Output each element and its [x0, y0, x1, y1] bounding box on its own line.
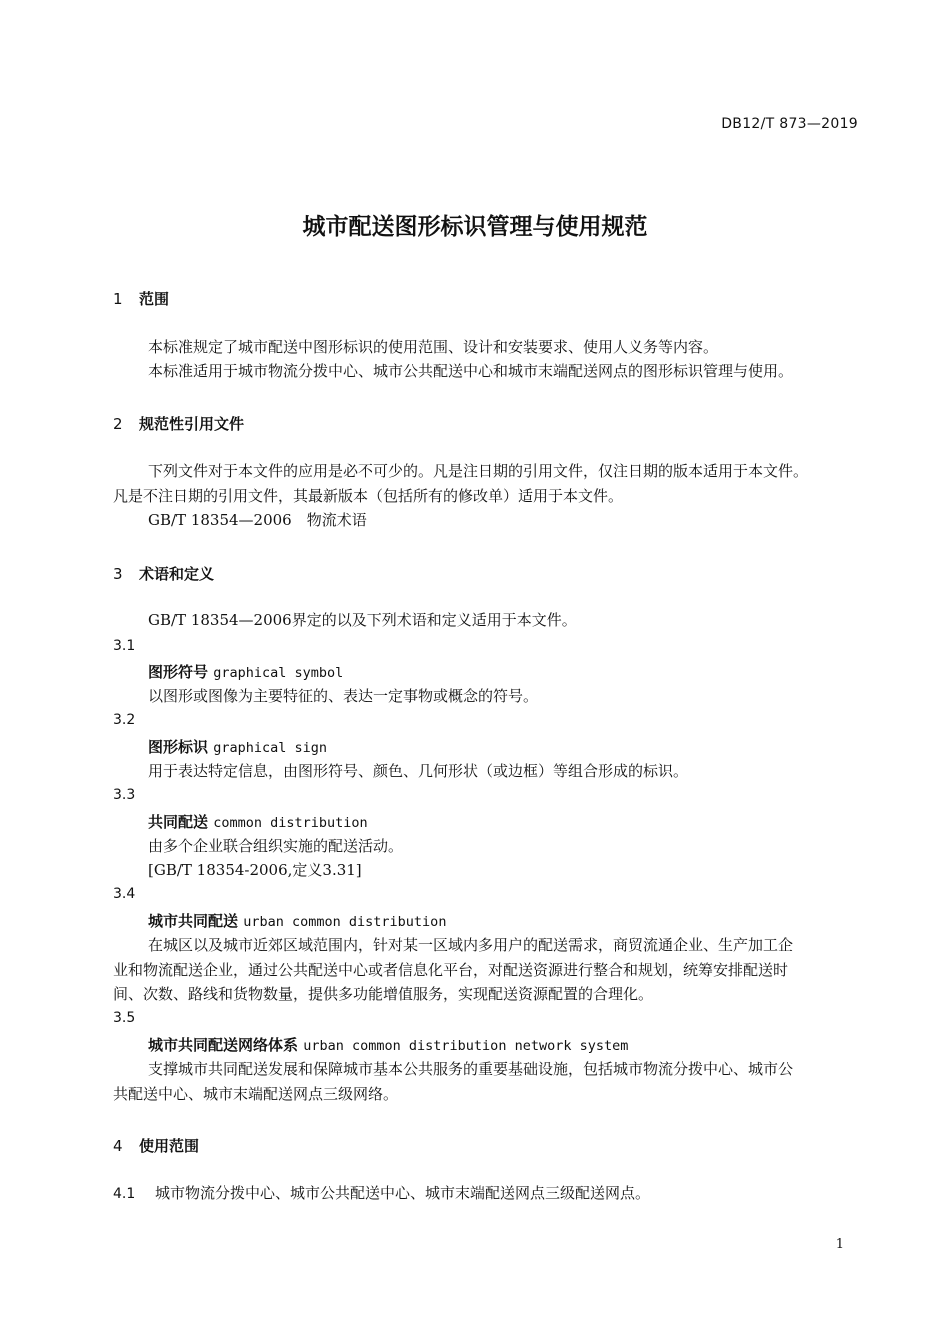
- section-1-paragraph-2: 本标准适用于城市物流分拨中心、城市公共配送中心和城市末端配送网点的图形标识管理与使用。: [148, 362, 794, 380]
- term-number: 3.5: [113, 1010, 136, 1026]
- term-cn: 图形符号: [148, 663, 209, 681]
- section-number: 3: [113, 565, 123, 583]
- subsection-number: 4.1: [113, 1186, 136, 1202]
- normative-reference: GB/T 18354—2006 物流术语: [148, 511, 367, 529]
- document-title: 城市配送图形标识管理与使用规范: [302, 214, 648, 240]
- term-number: 3.3: [113, 787, 136, 803]
- term-definition-line-2: 共配送中心、城市末端配送网点三级网络。: [113, 1085, 399, 1103]
- term-number: 3.4: [113, 886, 136, 902]
- term-cn: 图形标识: [148, 738, 209, 756]
- term-en: graphical symbol: [213, 665, 344, 681]
- term-heading: [148, 736, 327, 757]
- section-number: 2: [113, 415, 123, 433]
- term-cn: 城市共同配送: [148, 912, 239, 930]
- section-1-paragraph-1: 本标准规定了城市配送中图形标识的使用范围、设计和安装要求、使用人义务等内容。: [148, 338, 719, 356]
- term-definition-line-1: 支撑城市共同配送发展和保障城市基本公共服务的重要基础设施，包括城市物流分拨中心、城市公: [148, 1060, 794, 1078]
- term-definition-line-2: 业和物流配送企业，通过公共配送中心或者信息化平台，对配送资源进行整合和规划，统筹安排配送时: [113, 961, 789, 979]
- section-number: 1: [113, 290, 123, 308]
- term-en: common distribution: [213, 815, 368, 831]
- page-number: 1: [835, 1237, 844, 1252]
- term-en: urban common distribution network system: [303, 1038, 629, 1054]
- term-definition-line-1: 在城区以及城市近郊区域范围内，针对某一区域内多用户的配送需求，商贸流通企业、生产加工企: [148, 936, 794, 954]
- section-2-heading: [113, 413, 244, 434]
- section-title: 术语和定义: [139, 565, 215, 583]
- section-4-heading: [113, 1135, 199, 1156]
- term-number: 3.2: [113, 712, 136, 728]
- section-4-1: [113, 1181, 650, 1207]
- term-source: [GB/T 18354-2006,定义3.31]: [148, 861, 362, 879]
- term-cn: 城市共同配送网络体系: [148, 1036, 299, 1054]
- section-number: 4: [113, 1137, 123, 1155]
- section-3-heading: [113, 563, 214, 584]
- section-1-heading: [113, 288, 169, 309]
- term-heading: [148, 910, 446, 931]
- term-heading: [148, 661, 343, 682]
- term-heading: [148, 1034, 628, 1055]
- term-definition: 用于表达特定信息，由图形符号、颜色、几何形状（或边框）等组合形成的标识。: [148, 762, 689, 780]
- term-cn: 共同配送: [148, 813, 209, 831]
- standard-code: DB12/T 873—2019: [721, 116, 858, 132]
- section-title: 规范性引用文件: [139, 415, 245, 433]
- section-2-paragraph-line-2: 凡是不注日期的引用文件，其最新版本（包括所有的修改单）适用于本文件。: [113, 487, 624, 505]
- term-heading: [148, 811, 368, 832]
- term-definition-line-3: 间、次数、路线和货物数量，提供多功能增值服务，实现配送资源配置的合理化。: [113, 985, 654, 1003]
- section-title: 范围: [139, 290, 170, 308]
- subsection-text: 城市物流分拨中心、城市公共配送中心、城市末端配送网点三级配送网点。: [155, 1184, 651, 1202]
- term-en: urban common distribution: [243, 914, 447, 930]
- section-2-paragraph-line-1: 下列文件对于本文件的应用是必不可少的。凡是注日期的引用文件，仅注日期的版本适用于本文件。: [148, 462, 809, 480]
- term-definition: 由多个企业联合组织实施的配送活动。: [148, 837, 404, 855]
- term-definition: 以图形或图像为主要特征的、表达一定事物或概念的符号。: [148, 687, 539, 705]
- term-number: 3.1: [113, 638, 136, 654]
- term-en: graphical sign: [213, 740, 328, 756]
- section-3-intro: GB/T 18354—2006界定的以及下列术语和定义适用于本文件。: [148, 611, 577, 629]
- section-title: 使用范围: [139, 1137, 200, 1155]
